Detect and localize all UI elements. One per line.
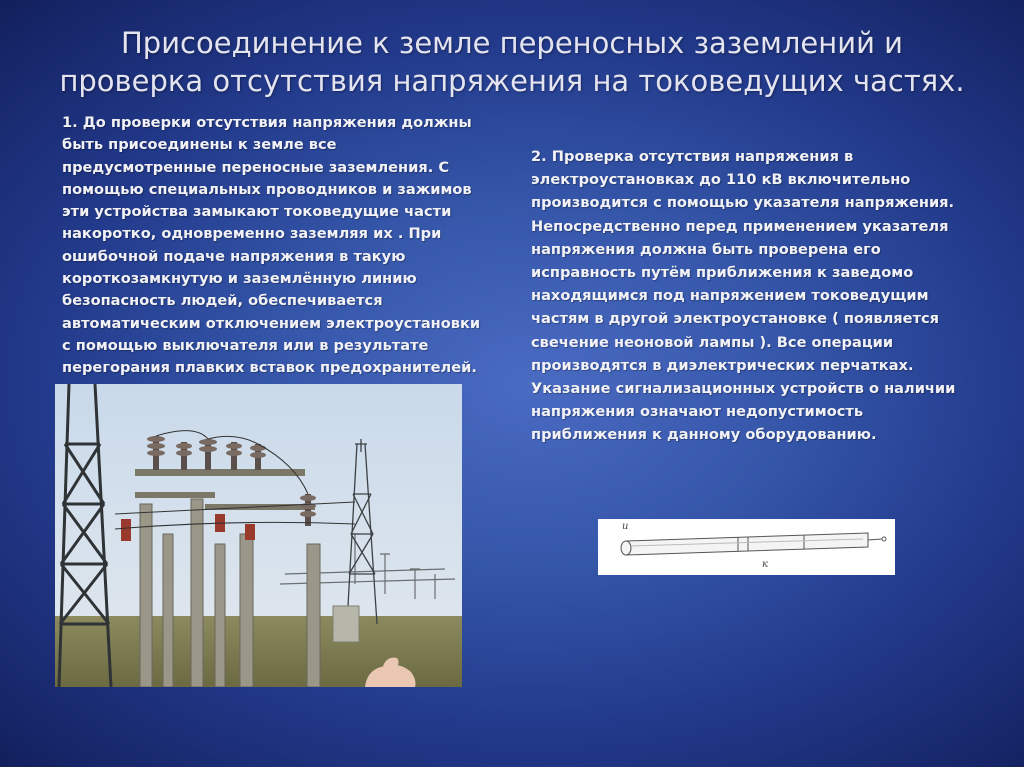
text-line: предусмотренные переносные заземления. С	[62, 158, 450, 176]
text-line: свечение неоновой лампы ). Все операции	[531, 333, 894, 351]
text-line: с помощью выключателя или в результате	[62, 336, 429, 354]
substation-photo	[55, 384, 462, 687]
text-line: Непосредственно перед применением указателя	[531, 217, 949, 235]
text-line: находящимся под напряжением токоведущим	[531, 287, 929, 305]
paragraph-voltage-check	[531, 145, 971, 447]
text-line: помощью специальных проводников и зажимов	[62, 180, 472, 198]
voltage-indicator-figure	[598, 519, 895, 575]
text-line: напряжения означают недопустимость	[531, 403, 864, 421]
text-line: 2. Проверка отсутствия напряжения в	[531, 148, 854, 165]
text-line: приближения к данному оборудованию.	[531, 426, 877, 444]
slide-title: Присоединение к земле переносных заземлений и проверка отсутствия напряжения на токоведущих частях.	[59, 26, 965, 98]
figure-label-top: и	[622, 521, 629, 532]
text-line: эти устройства замыкают токоведущие части	[62, 203, 452, 221]
text-line: ошибочной подаче напряжения в такую	[62, 247, 406, 265]
figure-label-bottom: к	[762, 559, 768, 570]
text-line: перегорания плавких вставок предохранителей.	[62, 359, 477, 377]
text-line: электроустановках до 110 кВ включительно	[531, 171, 911, 189]
text-line: автоматическим отключением электроустановки	[62, 314, 481, 332]
text-line: накоротко, одновременно заземляя их . При	[62, 225, 442, 243]
text-line: производится с помощью указателя напряжения.	[531, 194, 955, 212]
text-line: 1. До проверки отсутствия напряжения должны	[62, 114, 472, 131]
text-line: безопасность людей, обеспечивается	[62, 292, 383, 310]
text-line: быть присоединены к земле все	[62, 136, 337, 154]
text-line: производятся в диэлектрических перчатках.	[531, 356, 914, 374]
paragraph-grounding	[62, 112, 502, 380]
text-line: исправность путём приближения к заведомо	[531, 264, 914, 282]
text-line: частям в другой электроустановке ( появляется	[531, 310, 940, 328]
text-line: короткозамкнутую и заземлённую линию	[62, 270, 417, 288]
text-line: напряжения должна быть проверена его	[531, 240, 881, 258]
text-line: Указание сигнализационных устройств о наличии	[531, 380, 956, 398]
